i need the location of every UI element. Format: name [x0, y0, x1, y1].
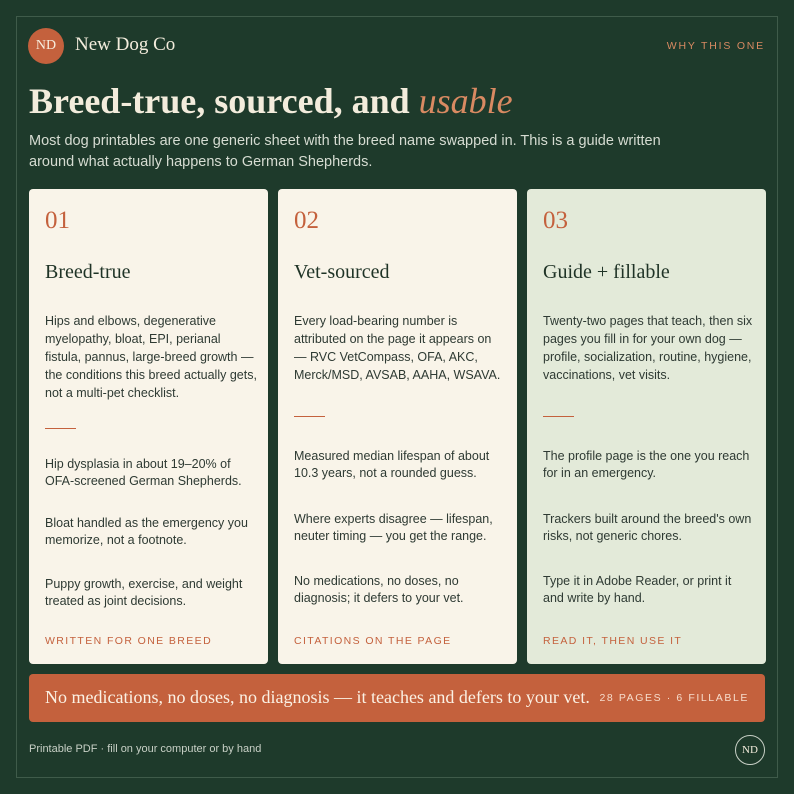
card-point: The profile page is the one you reach for in an emergency. — [543, 449, 750, 480]
card-divider — [294, 416, 325, 417]
card-body: Hips and elbows, degenerative myelopathy, bloat, EPI, perianal fistula, pannus, large-breed growth — the conditions this breed actually gets, not a multi-pet checklist. — [45, 314, 257, 400]
footer-seal: ND — [735, 735, 765, 765]
footer-note: Printable PDF · fill on your computer or by hand — [29, 743, 262, 755]
card-breed-true — [29, 189, 268, 664]
card-point: Where experts disagree — lifespan, neuter timing — you get the range. — [294, 512, 493, 543]
card-footer: CITATIONS ON THE PAGE — [294, 635, 452, 647]
card-title: Guide + fillable — [543, 261, 670, 283]
card-point: Bloat handled as the emergency you memorize, not a footnote. — [45, 516, 248, 547]
card-point: Type it in Adobe Reader, or print it and write by hand. — [543, 574, 732, 605]
card-body: Every load-bearing number is attributed on the page it appears on — RVC VetCompass, OFA, AKC, Merck/MSD, AVSAB, AAHA, WSAVA. — [294, 314, 501, 382]
intro-text: Most dog printables are one generic sheet with the breed name swapped in. This is a guide written around what actually happens to German Shepherds. — [29, 133, 661, 170]
card-divider — [543, 416, 574, 417]
logo-badge: ND — [28, 28, 64, 64]
card-number: 03 — [543, 207, 568, 234]
card-title: Vet-sourced — [294, 261, 390, 283]
card-guide-fillable — [527, 189, 766, 664]
card-number: 01 — [45, 207, 70, 234]
headline — [29, 80, 513, 122]
card-point: Trackers built around the breed's own risks, not generic chores. — [543, 512, 752, 543]
card-divider — [45, 428, 76, 429]
headline-main: Breed-true, sourced, and — [29, 81, 419, 121]
card-footer: WRITTEN FOR ONE BREED — [45, 635, 213, 647]
brand-name: New Dog Co — [75, 34, 176, 55]
section-tag: WHY THIS ONE — [666, 40, 765, 52]
card-title: Breed-true — [45, 261, 131, 283]
card-point: Puppy growth, exercise, and weight treated as joint decisions. — [45, 577, 243, 608]
card-body: Twenty-two pages that teach, then six pages you fill in for your own dog — profile, socialization, routine, hygiene, vaccinations, vet visits. — [543, 314, 753, 382]
banner-text: No medications, no doses, no diagnosis — it teaches and defers to your vet. — [45, 687, 590, 707]
card-number: 02 — [294, 207, 319, 234]
disclaimer-banner — [29, 674, 765, 722]
headline-accent: usable — [418, 81, 513, 121]
card-point: No medications, no doses, no diagnosis; it defers to your vet. — [294, 574, 464, 605]
card-point: Measured median lifespan of about 10.3 years, not a rounded guess. — [294, 449, 490, 480]
page-count: 28 PAGES · 6 FILLABLE — [599, 692, 749, 704]
card-point: Hip dysplasia in about 19–20% of OFA-screened German Shepherds. — [45, 457, 242, 488]
card-footer: READ IT, THEN USE IT — [543, 635, 683, 647]
card-vet-sourced — [278, 189, 517, 664]
